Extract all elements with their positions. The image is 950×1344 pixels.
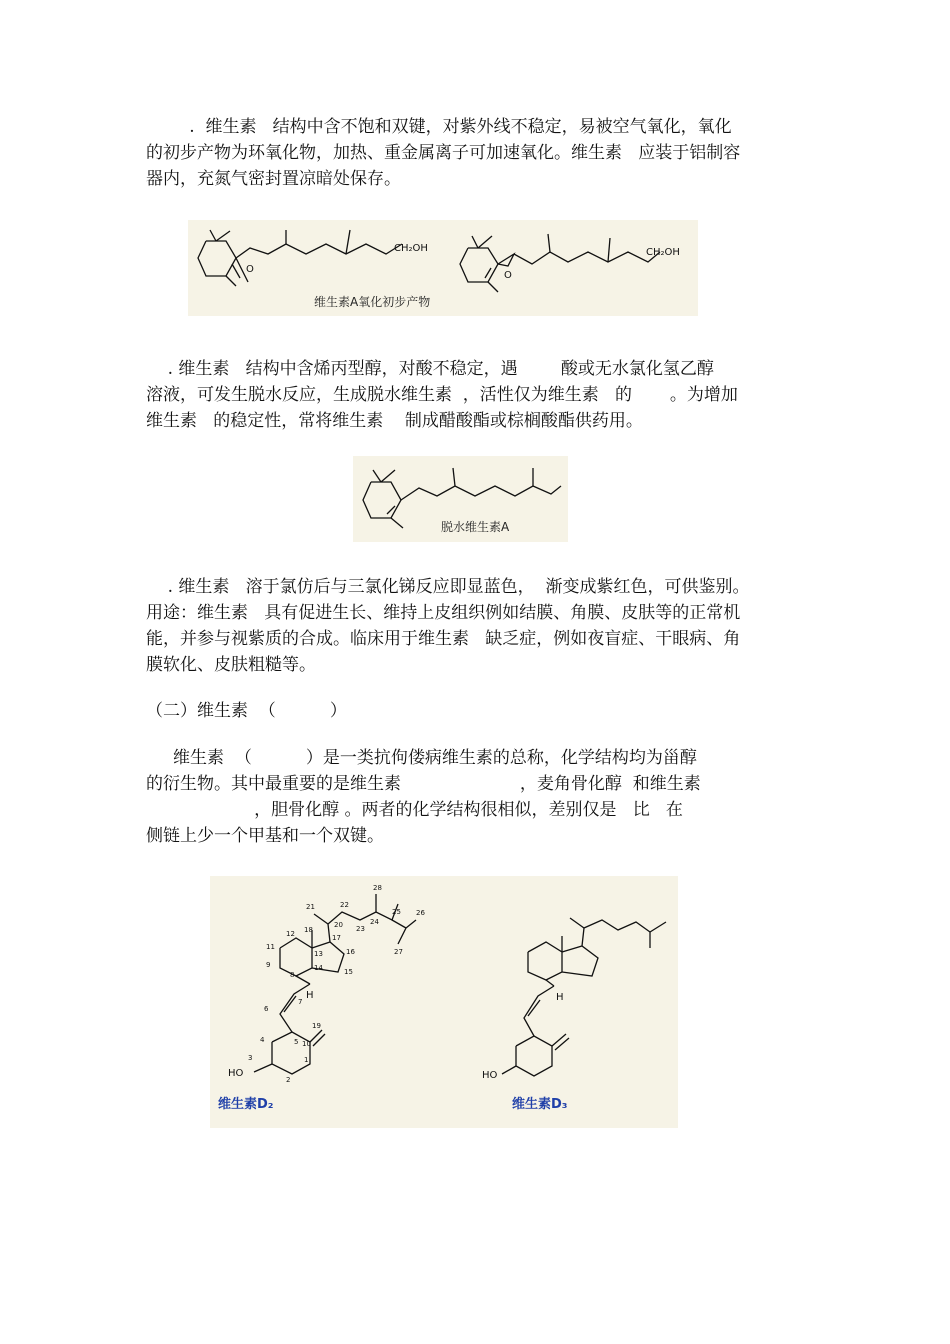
bond [488,282,498,292]
bond [453,468,455,486]
carbon-number: 22 [340,901,349,909]
carbon-number: 3 [248,1054,253,1062]
hydroxyl-group: HO [482,1070,498,1081]
heading-text: （二）维生素 （ ） [146,701,347,721]
carbon-number: 14 [314,964,323,972]
carbon-number: 20 [334,921,343,929]
carbon-number: 28 [373,884,382,892]
carbon-number: 19 [312,1022,321,1030]
text-line: . 维生素 结构中含烯丙型醇，对酸不稳定，遇 酸或无水氯化氢乙醇 [146,359,714,379]
figure-vitamin-d2-d3 [210,876,678,1128]
bond [502,1066,516,1074]
bond [391,518,403,528]
bond [478,236,492,248]
bond [548,234,550,252]
bond [216,231,230,241]
oxygen-atom: O [246,264,254,275]
bond [524,986,554,1036]
structure-drawing [353,456,568,542]
carbon-number: 6 [264,1005,269,1013]
bond [346,230,350,254]
label-vitamin-d3: 维生素D₃ [512,1097,568,1112]
paragraph-vitamin-d-intro [146,745,808,849]
text-line: . 维生素 溶于氯仿后与三氯化锑反应即显蓝色， 渐变成紫红色，可供鉴别。 [146,577,750,597]
bond [562,946,598,976]
bond [570,918,584,928]
carbon-number: 2 [286,1076,291,1084]
text-line: 膜软化、皮肤粗糙等。 [146,655,316,675]
carbon-number: 15 [344,968,353,976]
text-line: 能，并参与视紫质的合成。临床用于维生素 缺乏症，例如夜盲症、干眼病、角 [146,629,741,649]
text-line: 侧链上少一个甲基和一个双键。 [146,826,384,846]
bond [280,938,312,976]
carbon-number: 7 [298,998,303,1006]
text-line: ，胆骨化醇 。两者的化学结构很相似，差别仅是 比 在 [146,800,683,820]
bond [381,470,395,482]
bond [226,276,236,286]
bond [392,920,406,928]
bond [232,264,240,278]
bond [284,996,296,1012]
bond [516,1036,552,1076]
bond [472,236,478,248]
oxygen-atom: O [504,270,512,281]
bond [310,1030,322,1042]
ch2oh-group: CH₂OH [646,247,680,258]
paragraph-vitamin-a-identification-use [146,574,808,678]
bond [555,1038,569,1050]
carbon-number: 11 [266,943,275,951]
hydroxyl-group: HO [228,1068,244,1079]
figure-caption: 维生素A氧化初步产物 [314,295,431,309]
bond [296,976,310,984]
bond [272,1032,310,1074]
bond-chain [236,244,402,258]
carbon-number: 25 [392,908,401,916]
bond-chain [514,252,660,264]
carbon-number: 21 [306,903,315,911]
hydrogen-atom: H [306,990,314,1001]
text-line: 的衍生物。其中最重要的是维生素 ，麦角骨化醇 和维生素 [146,774,701,794]
figure-vitamin-a-oxidation-products [188,220,698,316]
paragraph-vitamin-a-oxidation [146,114,808,192]
bond [552,1034,566,1046]
text-line: 用途：维生素 具有促进生长、维持上皮组织例如结膜、角膜、皮肤等的正常机 [146,603,741,623]
carbon-number: 4 [260,1036,265,1044]
bond [198,241,236,276]
text-line: 器内，充氮气密封置凉暗处保存。 [146,169,401,189]
carbon-number: 18 [304,926,313,934]
figure-anhydrovitamin-a [353,456,568,542]
text-line: 维生素 的稳定性，常将维生素 制成醋酸酯或棕榈酸酯供药用。 [146,411,643,431]
text-line: 溶液，可发生脱水反应，生成脱水维生素 ，活性仅为维生素 的 。为增加 [146,385,738,405]
figure-caption: 脱水维生素A [441,520,510,534]
bond [210,230,216,241]
bond [363,482,401,518]
bond [546,980,554,986]
hydrogen-atom: H [556,992,564,1003]
structure-drawing [210,876,678,1128]
bond [528,942,562,980]
label-vitamin-d2: 维生素D₂ [218,1097,274,1112]
bond [313,1034,325,1046]
carbon-number: 1 [304,1056,309,1064]
carbon-number: 24 [370,918,379,926]
carbon-number: 10 [302,1040,311,1048]
ch2oh-group: CH₂OH [394,243,428,254]
paragraph-vitamin-a-acid-instability [146,356,808,434]
bond [608,238,610,262]
bond [460,248,498,282]
carbon-number: 8 [290,971,295,979]
bond-epoxide [498,254,514,266]
carbon-number: 5 [294,1038,299,1046]
text-line: 维生素 （ ）是一类抗佝偻病维生素的总称，化学结构均为甾醇 [146,748,697,768]
carbon-number: 26 [416,909,425,917]
text-line: 的初步产物为环氧化物，加热、重金属离子可加速氧化。维生素 应装于铝制容 [146,143,741,163]
carbon-number: 17 [332,934,341,942]
bond-chain [401,486,561,500]
bond [373,470,381,482]
carbon-number: 16 [346,948,355,956]
carbon-number: 23 [356,925,365,933]
text-line: . 维生素 结构中含不饱和双键，对紫外线不稳定，易被空气氧化，氧化 [146,117,732,137]
structure-drawing [188,220,698,316]
bond-chain [582,920,666,946]
carbon-number: 13 [314,950,323,958]
bond [254,1064,272,1072]
carbon-number: 12 [286,930,295,938]
bond [485,268,491,278]
section-heading-vitamin-d [146,698,808,724]
bond [398,928,406,944]
bond [314,914,328,924]
carbon-number: 9 [266,961,271,969]
carbon-number: 27 [394,948,403,956]
bond [406,920,416,928]
